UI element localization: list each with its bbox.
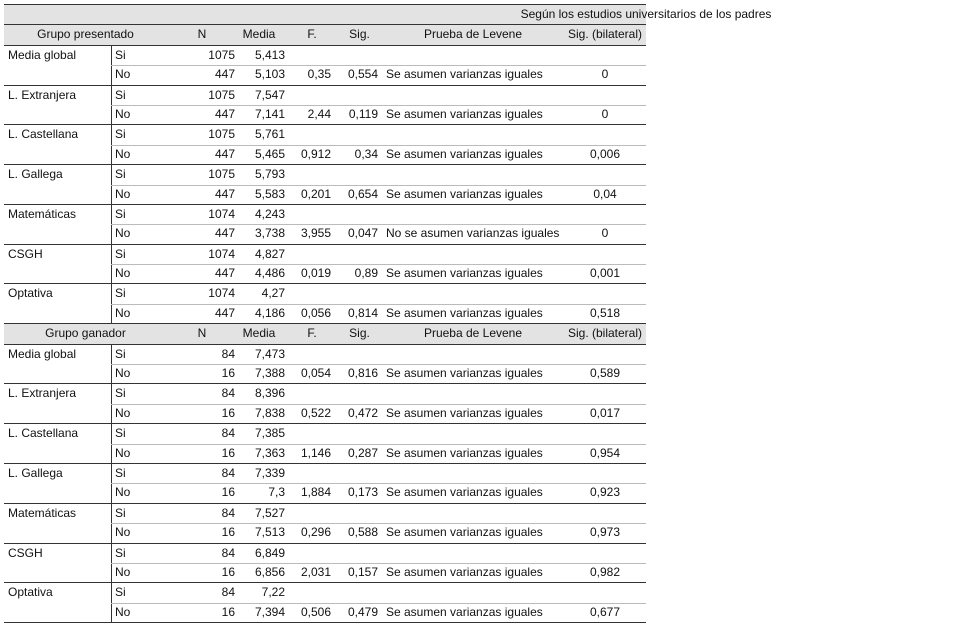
table-row <box>4 125 646 144</box>
bilateral-value: 0 <box>601 106 609 121</box>
subgroup-label: Si <box>115 87 126 102</box>
row-group <box>4 582 646 623</box>
n-value: 16 <box>221 366 235 381</box>
n-value: 447 <box>214 146 235 161</box>
subgroup-label: Si <box>115 246 126 261</box>
media-value: 4,827 <box>254 246 285 261</box>
n-value: 84 <box>221 545 235 560</box>
sig-value: 0,157 <box>347 564 378 579</box>
n-value: 1075 <box>208 47 235 62</box>
f-value: 1,884 <box>300 485 331 500</box>
table-row <box>4 504 646 523</box>
levene-value: No se asumen varianzas iguales <box>386 226 560 241</box>
sig-value: 0,588 <box>347 525 378 540</box>
header-n: N <box>197 27 207 42</box>
header-group: Grupo presentado <box>37 27 134 42</box>
n-value: 16 <box>221 564 235 579</box>
bilateral-value: 0 <box>601 226 609 241</box>
table-row <box>4 185 646 204</box>
subgroup-label: No <box>115 445 131 460</box>
table-row <box>4 404 646 423</box>
table-row <box>4 345 646 364</box>
media-value: 7,394 <box>254 604 285 619</box>
header-sig: Sig. <box>349 326 370 341</box>
levene-value: Se asumen varianzas iguales <box>386 146 543 161</box>
media-value: 7,22 <box>261 585 285 600</box>
subgroup-label: Si <box>115 426 126 441</box>
levene-value: Se asumen varianzas iguales <box>386 564 543 579</box>
row-group <box>4 45 646 85</box>
group-label: Media global <box>8 346 77 361</box>
subgroup-label: No <box>115 266 131 281</box>
levene-value: Se asumen varianzas iguales <box>386 106 543 121</box>
f-value: 0,054 <box>300 366 331 381</box>
sig-value: 0,173 <box>347 485 378 500</box>
f-value: 0,201 <box>300 186 331 201</box>
sig-value: 0,554 <box>347 67 378 82</box>
media-value: 5,793 <box>254 167 285 182</box>
table-row <box>4 424 646 443</box>
media-value: 7,363 <box>254 445 285 460</box>
media-value: 7,3 <box>268 485 285 500</box>
subgroup-label: No <box>115 525 131 540</box>
media-value: 6,849 <box>254 545 285 560</box>
n-value: 447 <box>214 67 235 82</box>
media-value: 7,339 <box>254 465 285 480</box>
table-row <box>4 105 646 124</box>
subgroup-label: Si <box>115 286 126 301</box>
table-row <box>4 544 646 563</box>
media-value: 5,413 <box>254 47 285 62</box>
header-media: Media <box>242 326 276 341</box>
f-value: 0,912 <box>300 146 331 161</box>
bilateral-value: 0,923 <box>589 485 621 500</box>
table-title-row <box>4 4 772 24</box>
subgroup-label: No <box>115 405 131 420</box>
f-value: 0,35 <box>307 67 331 82</box>
subgroup-label: Si <box>115 386 126 401</box>
results-table <box>4 4 772 623</box>
row-group <box>4 383 646 423</box>
bilateral-value: 0,973 <box>589 525 621 540</box>
row-group <box>4 244 646 284</box>
group-label: Media global <box>8 47 77 62</box>
n-value: 84 <box>221 426 235 441</box>
group-label: CSGH <box>8 246 43 261</box>
media-value: 4,243 <box>254 206 285 221</box>
header-n: N <box>197 326 207 341</box>
levene-value: Se asumen varianzas iguales <box>386 305 543 320</box>
bilateral-value: 0,518 <box>589 305 621 320</box>
media-value: 7,473 <box>254 346 285 361</box>
f-value: 3,955 <box>300 226 331 241</box>
bilateral-value: 0,006 <box>589 146 621 161</box>
n-value: 447 <box>214 226 235 241</box>
table-row <box>4 304 646 323</box>
levene-value: Se asumen varianzas iguales <box>386 366 543 381</box>
media-value: 8,396 <box>254 386 285 401</box>
header-bilateral: Sig. (bilateral) <box>567 27 643 42</box>
header-row <box>4 323 646 343</box>
levene-value: Se asumen varianzas iguales <box>386 266 543 281</box>
table-row <box>4 224 646 243</box>
table-row <box>4 165 646 184</box>
subgroup-label: Si <box>115 47 126 62</box>
table-row <box>4 65 646 84</box>
subgroup-label: Si <box>115 167 126 182</box>
group-label: L. Extranjera <box>8 386 77 401</box>
section-grupo-ganador <box>4 323 646 623</box>
subgroup-label: Si <box>115 346 126 361</box>
n-value: 1075 <box>208 167 235 182</box>
media-value: 5,583 <box>254 186 285 201</box>
n-value: 84 <box>221 465 235 480</box>
sig-value: 0,814 <box>347 305 378 320</box>
media-value: 6,856 <box>254 564 285 579</box>
f-value: 0,522 <box>300 405 331 420</box>
table-row <box>4 384 646 403</box>
subgroup-label: Si <box>115 585 126 600</box>
table-row <box>4 264 646 283</box>
table-row <box>4 583 646 602</box>
bilateral-value: 0,001 <box>589 266 621 281</box>
sig-value: 0,287 <box>347 445 378 460</box>
media-value: 7,513 <box>254 525 285 540</box>
n-value: 447 <box>214 266 235 281</box>
n-value: 16 <box>221 604 235 619</box>
f-value: 2,44 <box>307 106 331 121</box>
media-value: 4,27 <box>261 286 285 301</box>
n-value: 16 <box>221 405 235 420</box>
media-value: 5,103 <box>254 67 285 82</box>
group-label: Optativa <box>8 585 53 600</box>
sig-value: 0,34 <box>354 146 378 161</box>
n-value: 1074 <box>208 206 235 221</box>
header-f: F. <box>307 27 317 42</box>
f-value: 0,056 <box>300 305 331 320</box>
header-f: F. <box>307 326 317 341</box>
media-value: 7,547 <box>254 87 285 102</box>
n-value: 1075 <box>208 87 235 102</box>
sig-value: 0,119 <box>348 106 378 121</box>
n-value: 1075 <box>208 127 235 142</box>
n-value: 16 <box>221 485 235 500</box>
row-group <box>4 423 646 463</box>
levene-value: Se asumen varianzas iguales <box>386 405 543 420</box>
group-label: Optativa <box>8 286 53 301</box>
bilateral-value: 0,677 <box>589 604 621 619</box>
group-label: L. Gallega <box>8 167 63 182</box>
subgroup-label: Si <box>115 127 126 142</box>
header-group: Grupo ganador <box>45 326 126 341</box>
media-value: 7,388 <box>254 366 285 381</box>
f-value: 1,146 <box>300 445 331 460</box>
table-row <box>4 284 646 303</box>
subgroup-label: No <box>115 106 131 121</box>
bilateral-value: 0,017 <box>589 405 621 420</box>
levene-value: Se asumen varianzas iguales <box>386 604 543 619</box>
media-value: 3,738 <box>254 226 285 241</box>
levene-value: Se asumen varianzas iguales <box>386 525 543 540</box>
table-row <box>4 464 646 483</box>
subgroup-label: No <box>115 604 131 619</box>
section-grupo-presentado <box>4 24 646 323</box>
f-value: 0,506 <box>300 604 331 619</box>
subgroup-label: No <box>115 186 131 201</box>
group-label: L. Gallega <box>8 465 63 480</box>
media-value: 7,838 <box>254 405 285 420</box>
sig-value: 0,654 <box>347 186 378 201</box>
media-value: 7,527 <box>254 505 285 520</box>
table-row <box>4 444 646 463</box>
group-label: L. Extranjera <box>8 87 77 102</box>
row-group <box>4 344 646 384</box>
media-value: 5,761 <box>254 127 285 142</box>
table-row <box>4 145 646 164</box>
table-row <box>4 364 646 383</box>
row-group <box>4 85 646 125</box>
header-media: Media <box>242 27 276 42</box>
table-row <box>4 245 646 264</box>
sig-value: 0,479 <box>347 604 378 619</box>
media-value: 4,486 <box>254 266 285 281</box>
row-group <box>4 204 646 244</box>
header-levene: Prueba de Levene <box>423 27 523 42</box>
group-label: Matemáticas <box>8 206 77 221</box>
n-value: 1074 <box>208 286 235 301</box>
n-value: 447 <box>214 106 235 121</box>
f-value: 0,019 <box>300 266 331 281</box>
table-row <box>4 603 646 622</box>
subgroup-label: Si <box>115 206 126 221</box>
n-value: 447 <box>214 305 235 320</box>
group-label: CSGH <box>8 545 43 560</box>
subgroup-label: Si <box>115 545 126 560</box>
subgroup-label: Si <box>115 505 126 520</box>
row-group <box>4 283 646 323</box>
n-value: 1074 <box>208 246 235 261</box>
header-sig: Sig. <box>349 27 370 42</box>
media-value: 7,385 <box>254 426 285 441</box>
n-value: 84 <box>221 386 235 401</box>
bilateral-value: 0,954 <box>589 445 621 460</box>
row-group <box>4 463 646 503</box>
levene-value: Se asumen varianzas iguales <box>386 445 543 460</box>
table-title: Según los estudios universitarios de los padres <box>520 7 772 21</box>
media-value: 5,465 <box>254 146 285 161</box>
table-row <box>4 523 646 542</box>
bilateral-value: 0,04 <box>593 186 617 201</box>
f-value: 0,296 <box>300 525 331 540</box>
subgroup-label: No <box>115 305 131 320</box>
bilateral-value: 0,589 <box>589 366 621 381</box>
sig-value: 0,89 <box>354 266 378 281</box>
levene-value: Se asumen varianzas iguales <box>386 485 543 500</box>
header-levene: Prueba de Levene <box>423 326 523 341</box>
media-value: 7,141 <box>254 106 285 121</box>
n-value: 84 <box>221 505 235 520</box>
table-row <box>4 483 646 502</box>
subgroup-label: No <box>115 366 131 381</box>
sig-value: 0,816 <box>347 366 378 381</box>
subgroup-label: No <box>115 226 131 241</box>
row-group <box>4 503 646 543</box>
bilateral-value: 0,982 <box>589 564 621 579</box>
bilateral-value: 0 <box>601 67 609 82</box>
sig-value: 0,472 <box>347 405 378 420</box>
header-row <box>4 24 646 44</box>
header-bilateral: Sig. (bilateral) <box>567 326 643 341</box>
group-label: Matemáticas <box>8 505 77 520</box>
table-row <box>4 563 646 582</box>
levene-value: Se asumen varianzas iguales <box>386 67 543 82</box>
table-row <box>4 86 646 105</box>
media-value: 4,186 <box>254 305 285 320</box>
subgroup-label: No <box>115 564 131 579</box>
n-value: 447 <box>214 186 235 201</box>
subgroup-label: No <box>115 67 131 82</box>
sig-value: 0,047 <box>347 226 378 241</box>
subgroup-label: Si <box>115 465 126 480</box>
f-value: 2,031 <box>300 564 331 579</box>
group-label: L. Castellana <box>8 426 79 441</box>
subgroup-label: No <box>115 485 131 500</box>
group-label: L. Castellana <box>8 127 79 142</box>
table-row <box>4 46 646 65</box>
row-group <box>4 543 646 583</box>
subgroup-label: No <box>115 146 131 161</box>
row-group <box>4 124 646 164</box>
row-group <box>4 164 646 204</box>
n-value: 16 <box>221 445 235 460</box>
n-value: 16 <box>221 525 235 540</box>
table-row <box>4 205 646 224</box>
n-value: 84 <box>221 585 235 600</box>
n-value: 84 <box>221 346 235 361</box>
levene-value: Se asumen varianzas iguales <box>386 186 543 201</box>
